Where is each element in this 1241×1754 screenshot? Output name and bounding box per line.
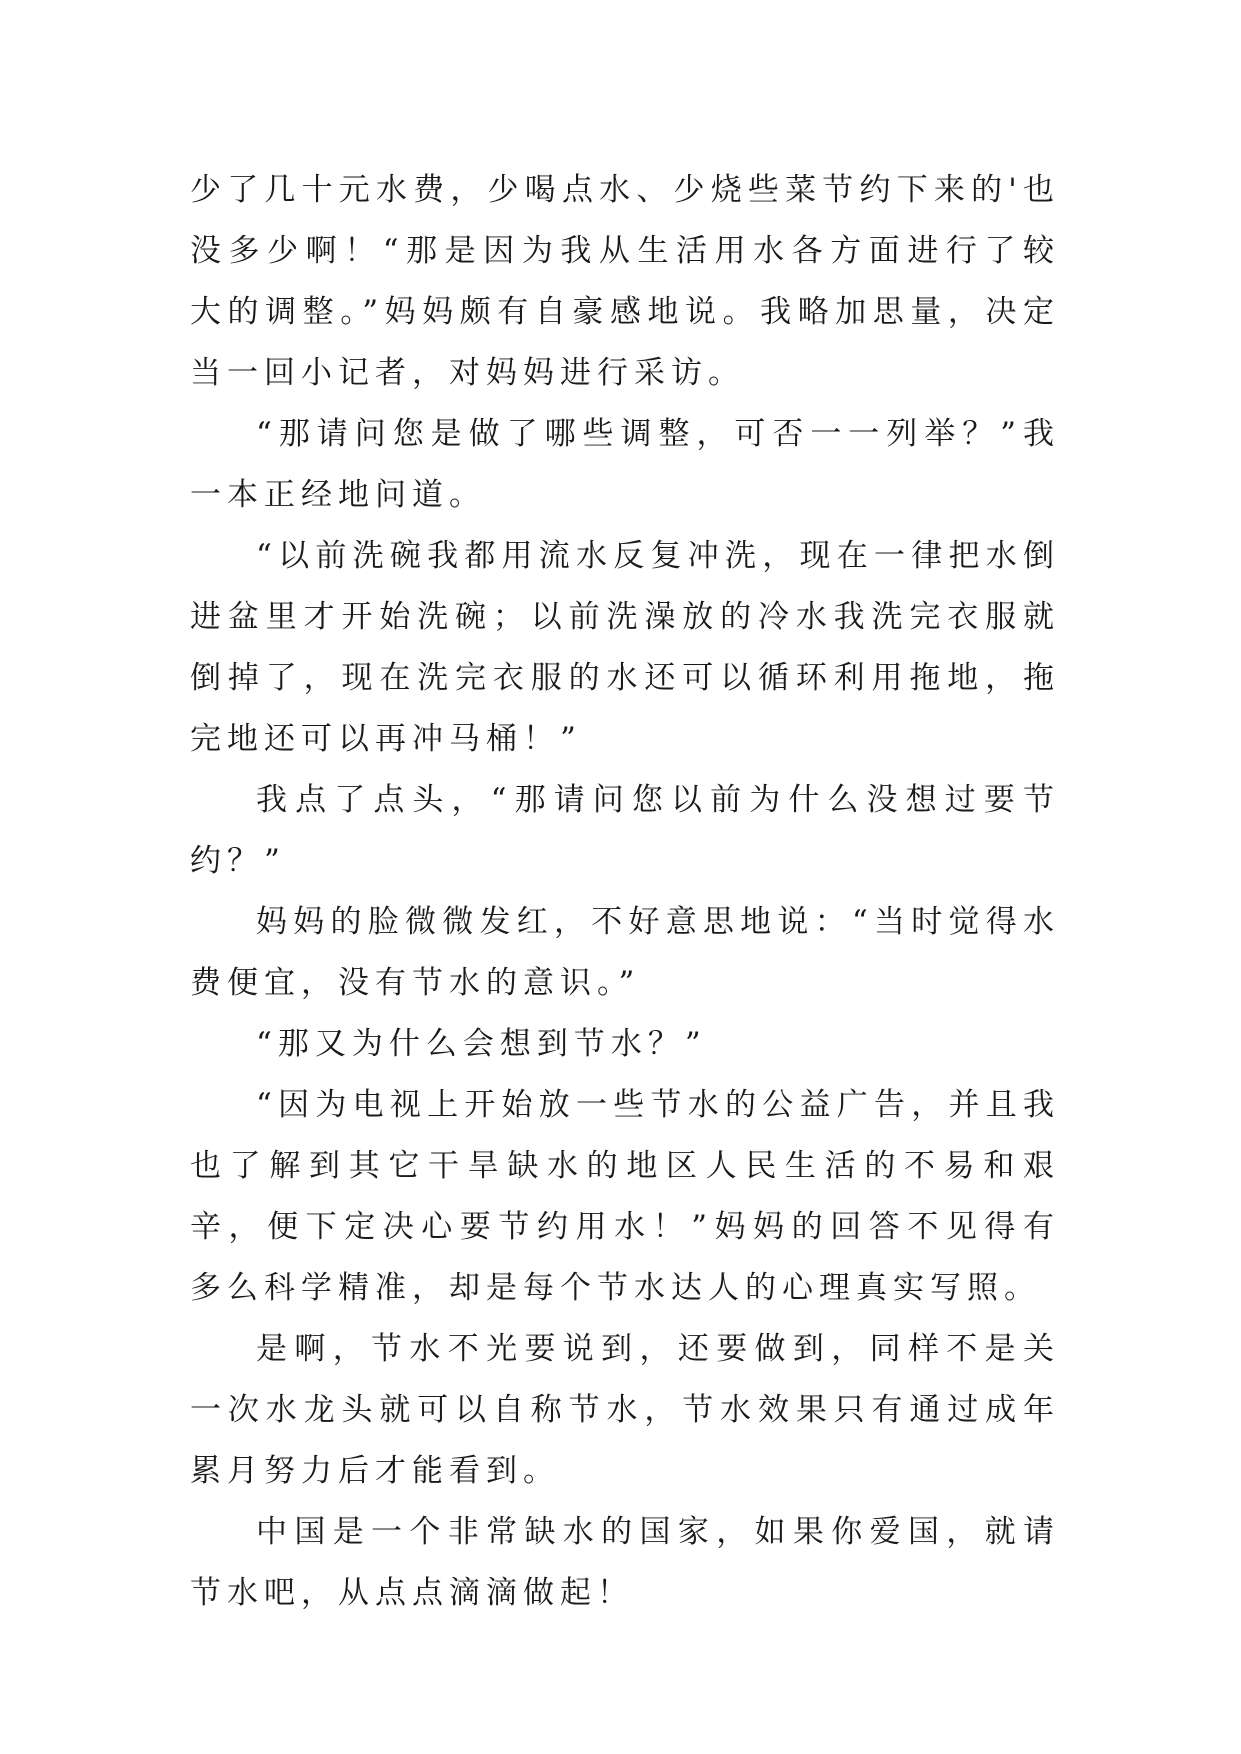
document-body bbox=[190, 160, 1060, 1624]
paragraph-4: 我点了点头，“那请问您以前为什么没想过要节约？” bbox=[190, 782, 1060, 879]
paragraph-5: 妈妈的脸微微发红，不好意思地说：“当时觉得水费便宜，没有节水的意识。” bbox=[190, 904, 1060, 1001]
paragraph-1: 少了几十元水费，少喝点水、少烧些菜节约下来的'也没多少啊！“那是因为我从生活用水各方面进行了较大的调整。”妈妈颇有自豪感地说。我略加思量，决定当一回小记者，对妈妈进行采访。 bbox=[190, 172, 1060, 391]
paragraph-3: “以前洗碗我都用流水反复冲洗，现在一律把水倒进盆里才开始洗碗；以前洗澡放的冷水我洗完衣服就倒掉了，现在洗完衣服的水还可以循环利用拖地，拖完地还可以再冲马桶！” bbox=[190, 538, 1060, 757]
paragraph-6: “那又为什么会想到节水？” bbox=[256, 1026, 707, 1062]
paragraph-2: “那请问您是做了哪些调整，可否一一列举？”我一本正经地问道。 bbox=[190, 416, 1060, 513]
paragraph-7: “因为电视上开始放一些节水的公益广告，并且我也了解到其它干旱缺水的地区人民生活的不易和艰辛，便下定决心要节约用水！”妈妈的回答不见得有多么科学精准，却是每个节水达人的心理真实写照。 bbox=[190, 1087, 1060, 1306]
paragraph-9: 中国是一个非常缺水的国家，如果你爱国，就请节水吧，从点点滴滴做起！ bbox=[190, 1514, 1060, 1611]
paragraph-8: 是啊，节水不光要说到，还要做到，同样不是关一次水龙头就可以自称节水，节水效果只有通过成年累月努力后才能看到。 bbox=[190, 1331, 1060, 1489]
